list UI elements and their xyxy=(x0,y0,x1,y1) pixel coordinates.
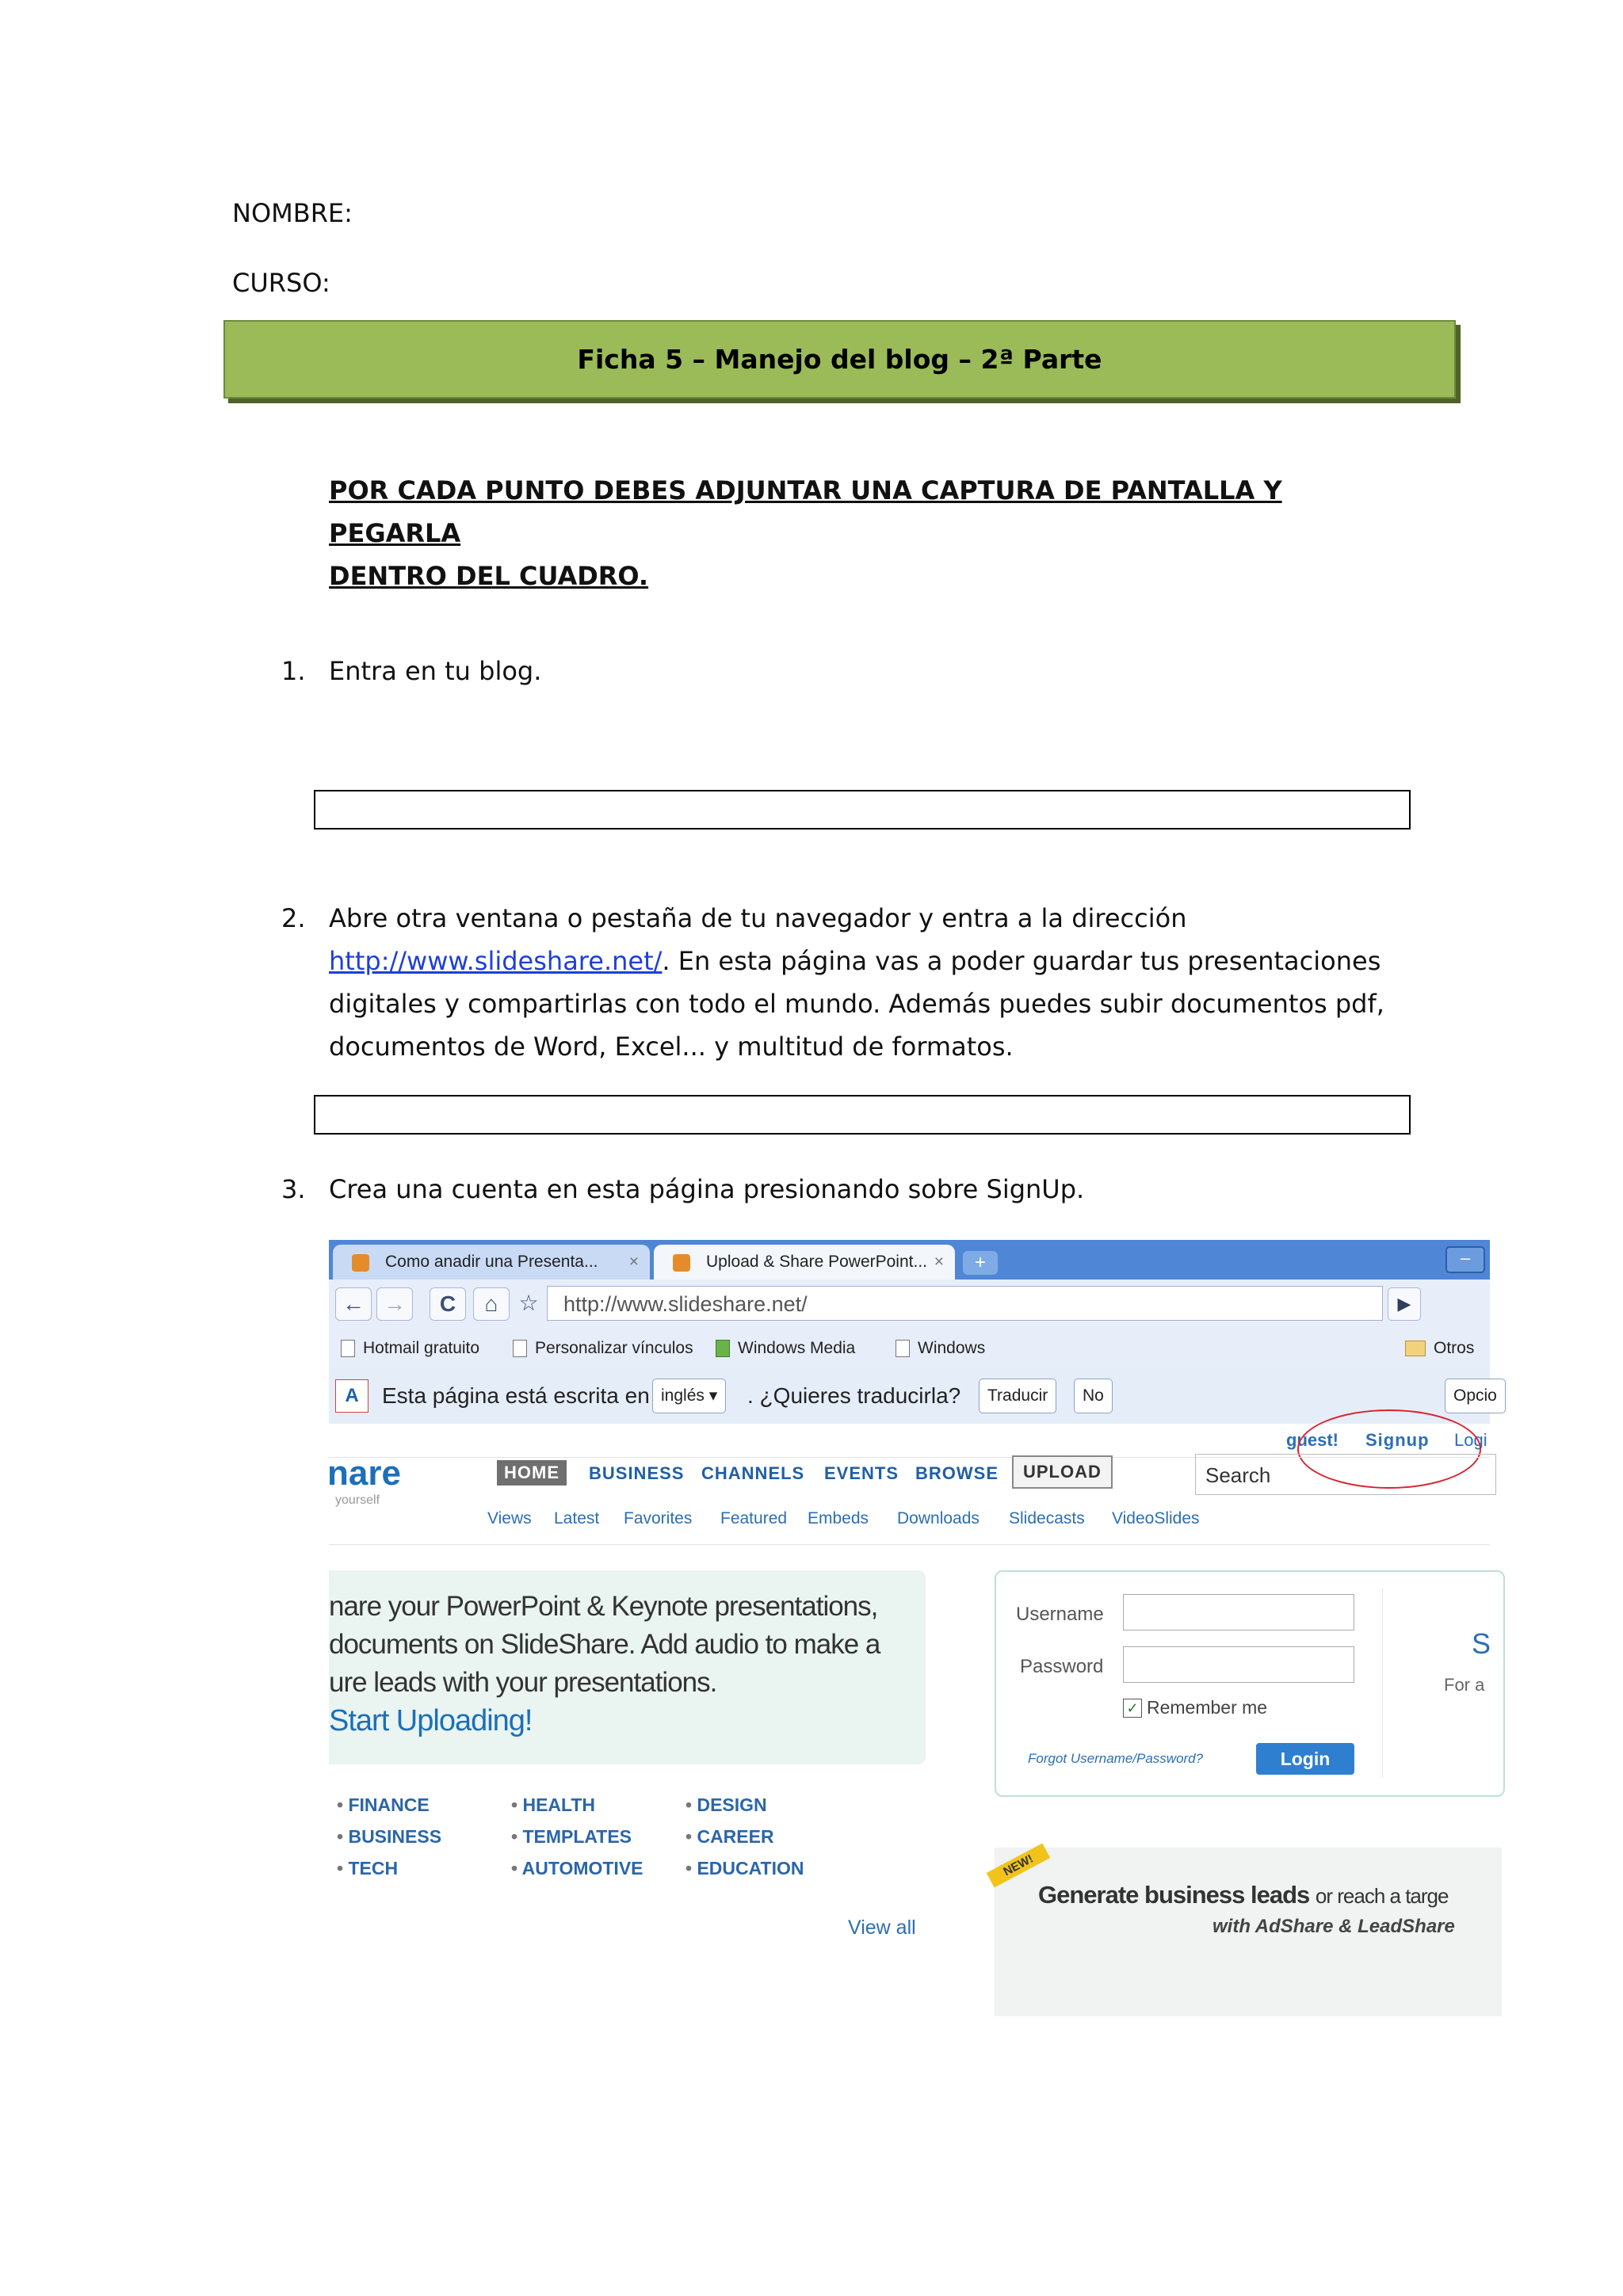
adshare-banner[interactable] xyxy=(995,1848,1502,2016)
password-input[interactable] xyxy=(1123,1646,1354,1683)
subnav-slidecasts[interactable]: Slidecasts xyxy=(1009,1509,1085,1527)
windows-logo-icon xyxy=(716,1340,730,1357)
search-input[interactable]: Search xyxy=(1195,1454,1496,1495)
category-career[interactable]: • CAREER xyxy=(685,1826,774,1848)
subnav-embeds[interactable]: Embeds xyxy=(808,1509,869,1527)
subnav-videoslides[interactable]: VideoSlides xyxy=(1112,1509,1200,1527)
item-3-text: Crea una cuenta en esta página presionando sobre SignUp. xyxy=(329,1174,1085,1204)
subnav-downloads[interactable]: Downloads xyxy=(897,1509,980,1527)
browser-tab-bar xyxy=(329,1240,1490,1280)
slideshare-favicon-icon xyxy=(352,1254,369,1272)
worksheet-title: Ficha 5 – Manejo del blog – 2ª Parte xyxy=(577,344,1102,375)
nav-events[interactable]: EVENTS xyxy=(824,1463,899,1483)
language-select[interactable]: inglés ▾ xyxy=(652,1379,726,1413)
translate-message: Esta página está escrita en xyxy=(382,1383,650,1408)
subnav-latest[interactable]: Latest xyxy=(554,1509,600,1527)
bookmark-hotmail[interactable] xyxy=(341,1329,479,1368)
remember-checkbox[interactable]: ✓ xyxy=(1123,1699,1142,1718)
bookmark-windows-media[interactable] xyxy=(716,1329,855,1368)
browser-tab-2[interactable] xyxy=(654,1245,955,1280)
no-button[interactable]: No xyxy=(1074,1379,1113,1413)
nav-business[interactable]: BUSINESS xyxy=(589,1463,685,1483)
page-icon xyxy=(513,1340,527,1357)
home-icon[interactable]: ⌂ xyxy=(473,1287,510,1321)
page-icon xyxy=(896,1340,910,1357)
bookmark-windows[interactable] xyxy=(896,1329,985,1368)
item-2-line-4: documentos de Word, Excel... y multitud de formatos. xyxy=(329,1032,1014,1062)
go-arrow-icon[interactable]: ▶ xyxy=(1388,1287,1421,1321)
address-bar[interactable]: http://www.slideshare.net/ xyxy=(547,1286,1383,1321)
login-button[interactable]: Login xyxy=(1256,1743,1354,1775)
category-finance[interactable]: • FINANCE xyxy=(337,1794,430,1816)
ad-title xyxy=(1038,1881,1448,1909)
translate-icon: A xyxy=(335,1379,369,1413)
bookmark-otros[interactable] xyxy=(1405,1329,1474,1368)
category-templates[interactable]: • TEMPLATES xyxy=(511,1826,632,1848)
course-label: CURSO: xyxy=(232,268,330,298)
back-icon[interactable]: ← xyxy=(335,1287,372,1321)
translate-question: . ¿Quieres traducirla? xyxy=(747,1383,961,1408)
close-tab-icon[interactable]: × xyxy=(934,1253,944,1271)
item-2-number: 2. xyxy=(281,903,306,933)
hero-line-2: documents on SlideShare. Add audio to make a xyxy=(329,1629,880,1660)
instruction xyxy=(329,469,1359,597)
username-input[interactable] xyxy=(1123,1594,1354,1630)
item-1-text: Entra en tu blog. xyxy=(329,656,542,686)
subnav-divider xyxy=(329,1544,1490,1545)
category-education[interactable]: • EDUCATION xyxy=(685,1858,804,1879)
folder-icon xyxy=(1405,1341,1426,1356)
bookmark-label: Windows xyxy=(918,1339,986,1357)
bookmark-label: Hotmail gratuito xyxy=(363,1339,480,1357)
forward-icon[interactable]: → xyxy=(376,1287,413,1321)
start-uploading-link[interactable]: Start Uploading! xyxy=(329,1704,533,1737)
signup-side-heading: S xyxy=(1472,1627,1491,1660)
login-link[interactable]: Logi xyxy=(1454,1430,1487,1450)
page-icon xyxy=(341,1340,355,1357)
item-2-line-3: digitales y compartirlas con todo el mundo. Además puedes subir documentos pdf, xyxy=(329,989,1384,1019)
category-automotive[interactable]: • AUTOMOTIVE xyxy=(511,1858,643,1879)
ad-title-main: Generate business leads xyxy=(1038,1881,1310,1909)
signup-side-text: For a xyxy=(1444,1675,1485,1695)
translate-button[interactable]: Traducir xyxy=(979,1379,1056,1413)
name-label: NOMBRE: xyxy=(232,198,353,228)
hero-line-3: ure leads with your presentations. xyxy=(329,1667,717,1698)
nav-browse[interactable]: BROWSE xyxy=(915,1463,999,1483)
nav-channels[interactable]: CHANNELS xyxy=(701,1463,805,1483)
category-design[interactable]: • DESIGN xyxy=(685,1794,767,1816)
minimize-button[interactable]: – xyxy=(1445,1246,1485,1273)
nav-home[interactable]: HOME xyxy=(497,1460,567,1486)
item-2-line-1: Abre otra ventana o pestaña de tu navegador y entra a la dirección xyxy=(329,903,1187,933)
new-badge: NEW! xyxy=(987,1843,1050,1887)
remember-label: Remember me xyxy=(1147,1697,1268,1718)
subnav-favorites[interactable]: Favorites xyxy=(624,1509,693,1527)
bookmark-label: Otros xyxy=(1434,1339,1475,1357)
hero-banner xyxy=(329,1570,926,1764)
login-panel xyxy=(995,1570,1505,1797)
guest-link[interactable]: guest! xyxy=(1286,1430,1338,1450)
bookmark-personalizar[interactable] xyxy=(513,1329,693,1368)
view-all-link[interactable]: View all xyxy=(848,1917,916,1939)
password-label: Password xyxy=(1020,1656,1104,1677)
slideshare-logo[interactable]: nare xyxy=(327,1454,401,1493)
instruction-line-2: DENTRO DEL CUADRO. xyxy=(329,561,649,591)
logo-tagline: yourself xyxy=(335,1493,380,1507)
options-button[interactable]: Opcio xyxy=(1445,1379,1506,1413)
category-business[interactable]: • BUSINESS xyxy=(337,1826,441,1848)
forgot-password-link[interactable]: Forgot Username/Password? xyxy=(1028,1751,1204,1766)
translate-bar xyxy=(329,1368,1497,1425)
item-2-line-2-rest: . En esta página vas a poder guardar tus presentaciones xyxy=(662,946,1381,976)
screenshot-box-2[interactable] xyxy=(314,1095,1411,1135)
subnav-featured[interactable]: Featured xyxy=(720,1509,788,1527)
username-label: Username xyxy=(1016,1604,1104,1625)
bookmark-label: Personalizar vínculos xyxy=(535,1339,693,1357)
item-2-text xyxy=(329,897,1407,1068)
item-1-number: 1. xyxy=(281,656,306,686)
bookmark-star-icon[interactable]: ☆ xyxy=(518,1291,539,1315)
tab-1-title: Como anadir una Presenta... xyxy=(385,1253,598,1271)
browser-tab-1[interactable] xyxy=(333,1245,650,1280)
slideshare-link[interactable]: http://www.slideshare.net/ xyxy=(329,946,663,976)
item-2-line-2 xyxy=(329,940,1407,982)
category-health[interactable]: • HEALTH xyxy=(511,1794,595,1816)
slideshare-page xyxy=(329,1424,1490,2016)
nav-upload[interactable]: UPLOAD xyxy=(1012,1455,1113,1489)
tab-2-title: Upload & Share PowerPoint... xyxy=(706,1253,927,1271)
reload-icon[interactable]: C xyxy=(430,1287,466,1321)
bookmark-label: Windows Media xyxy=(738,1339,856,1357)
login-panel-divider xyxy=(1382,1588,1383,1778)
browser-toolbar xyxy=(329,1280,1490,1329)
close-tab-icon[interactable]: × xyxy=(628,1253,639,1271)
ad-subtitle: with AdShare & LeadShare xyxy=(1212,1916,1455,1937)
item-3-number: 3. xyxy=(281,1174,306,1204)
ad-title-rest: or reach a targe xyxy=(1315,1884,1449,1908)
hero-line-1: nare your PowerPoint & Keynote presentations, xyxy=(329,1591,878,1622)
bookmarks-bar xyxy=(329,1329,1490,1369)
category-tech[interactable]: • TECH xyxy=(337,1858,398,1879)
slideshare-favicon-icon xyxy=(673,1254,690,1272)
subnav-views[interactable]: Views xyxy=(487,1509,532,1527)
screenshot-box-1[interactable] xyxy=(314,790,1411,830)
signup-link[interactable]: Signup xyxy=(1365,1430,1430,1450)
instruction-line-1: POR CADA PUNTO DEBES ADJUNTAR UNA CAPTURA DE PANTALLA Y PEGARLA xyxy=(329,475,1282,548)
new-tab-button[interactable]: + xyxy=(963,1251,998,1275)
title-banner xyxy=(223,320,1456,399)
slideshare-screenshot xyxy=(327,1240,1497,2016)
